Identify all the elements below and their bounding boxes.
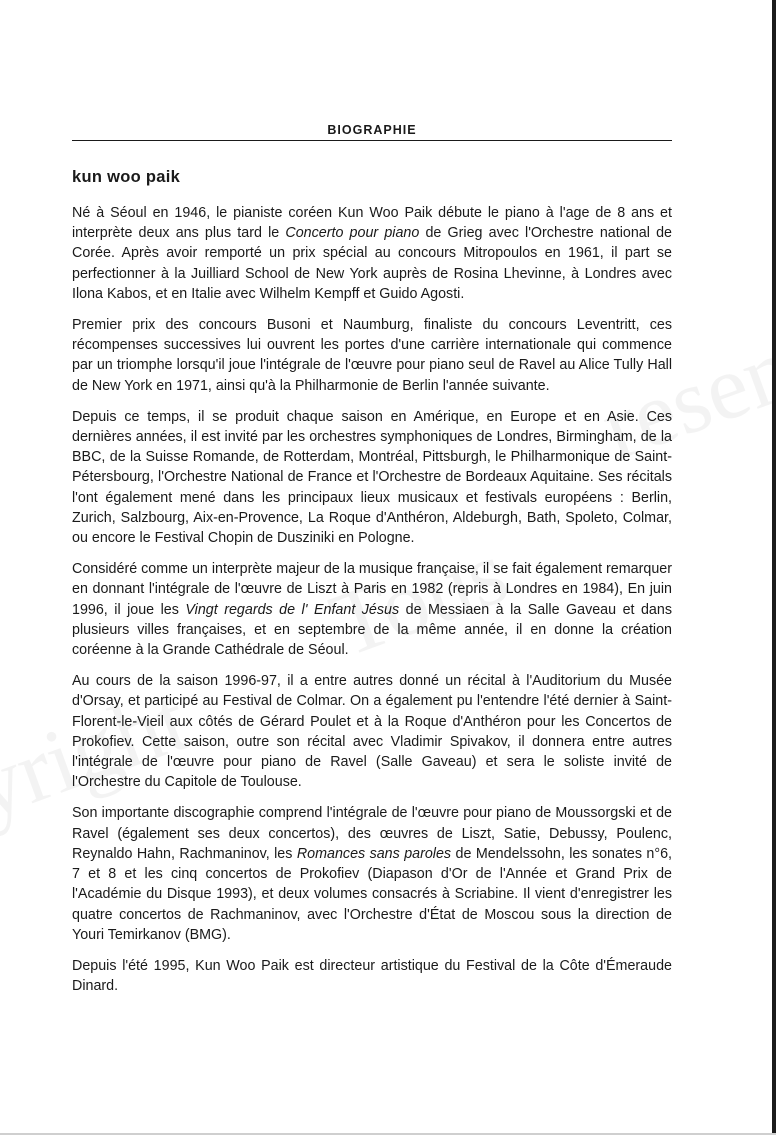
work-title: Vingt regards de l' Enfant Jésus <box>185 601 400 618</box>
paragraph: Considéré comme un interprète majeur de la musique française, il se fait également remarquer en donnant l'intégrale de l'œuvre de Liszt à Paris en 1982 (repris à Londres en 1984), En juin 1996, il joue les Vingt regards de l' Enfant Jésus de Messiaen à la Salle Gaveau et dans plusieurs villes françaises, et en septembre de la même année, il en donne la création coréenne à la Grande Cathédrale de Séoul. <box>72 561 672 659</box>
paragraph: Né à Séoul en 1946, le pianiste coréen Kun Woo Paik débute le piano à l'age de 8 ans et interprète deux ans plus tard le Concerto pour piano de Grieg avec l'Orchestre national de Corée. Après avoir remporté un prix spécial au concours Mitropoulos en 1961, il part se perfectionner à la Juilliard School de New York auprès de Rosina Lhevinne, à Londres avec Ilona Kabos, et en Italie avec Wilhelm Kempff et Guido Agosti. <box>72 205 672 302</box>
page-edge <box>772 0 776 1135</box>
work-title: Romances sans paroles <box>296 845 452 862</box>
work-title: Concerto pour piano <box>285 225 420 242</box>
paragraph: Au cours de la saison 1996-97, il a entre autres donné un récital à l'Auditorium du Musée d'Orsay, et participé au Festival de Colmar. On a également pu l'entendre l'été dernier à Saint-Florent-le-Vieil aux côtés de Gérard Poulet et à la Roque d'Anthéron pour les Concertos de Prokofiev. Cette saison, outre son récital avec Vladimir Spivakov, il donnera entre autres l'intégrale de l'œuvre pour piano de Ravel (Salle Gaveau) et sera le soliste invité de l'Orchestre du Capitole de Toulouse. <box>72 673 672 791</box>
paragraph: Depuis l'été 1995, Kun Woo Paik est directeur artistique du Festival de la Côte d'Émeraude Dinard. <box>72 957 672 995</box>
paragraph: Premier prix des concours Busoni et Naumburg, finaliste du concours Leventritt, ces récompenses successives lui ouvrent les portes d'une carrière internationale qui commence par un triomphe lorsqu'il joue l'intégrale de l'œuvre pour piano seul de Ravel au Alice Tully Hall de New York en 1971, ainsi qu'à la Philharmonie de Berlin l'année suivante. <box>72 317 672 394</box>
paragraph: Depuis ce temps, il se produit chaque saison en Amérique, en Europe et en Asie. Ces dernières années, il est invité par les orchestres symphoniques de Londres, Birmingham, de la BBC, de la Suisse Romande, de Rotterdam, Montréal, Pittsburgh, le Philharmonique de Saint-Pétersbourg, l'Orchestre National de France et l'Orchestre de Bordeaux Aquitaine. Ses récitals l'ont également mené dans les principaux lieux musicaux et festivals européens : Berlin, Zurich, Salzbourg, Aix-en-Provence, La Roque d'Anthéron, Aldeburgh, Bath, Spoleto, Colmar, ou encore le Festival Chopin de Dusziniki en Pologne. <box>72 408 672 547</box>
paragraph: Son importante discographie comprend l'intégrale de l'œuvre pour piano de Moussorgski et de Ravel (également ses deux concertos), des œuvres de Liszt, Satie, Debussy, Poulenc, Reynaldo Hahn, Rachmaninov, les Romances sans paroles de Mendelssohn, les sonates n°6, 7 et 8 et les cinq concertos de Prokofiev (Diapason d'Or de l'Année et Grand Prix de l'Académie du Disque 1993), et deux volumes consacrés à Scriabine. Il vient d'enregistrer les quatre concertos de Rachmaninov, avec l'Orchestre d'État de Moscou sous la direction de Youri Temirkanov (BMG). <box>72 805 673 943</box>
page-title: kun woo paik <box>72 168 181 186</box>
biography-text <box>72 203 672 1007</box>
section-header: BIOGRAPHIE <box>72 123 672 141</box>
